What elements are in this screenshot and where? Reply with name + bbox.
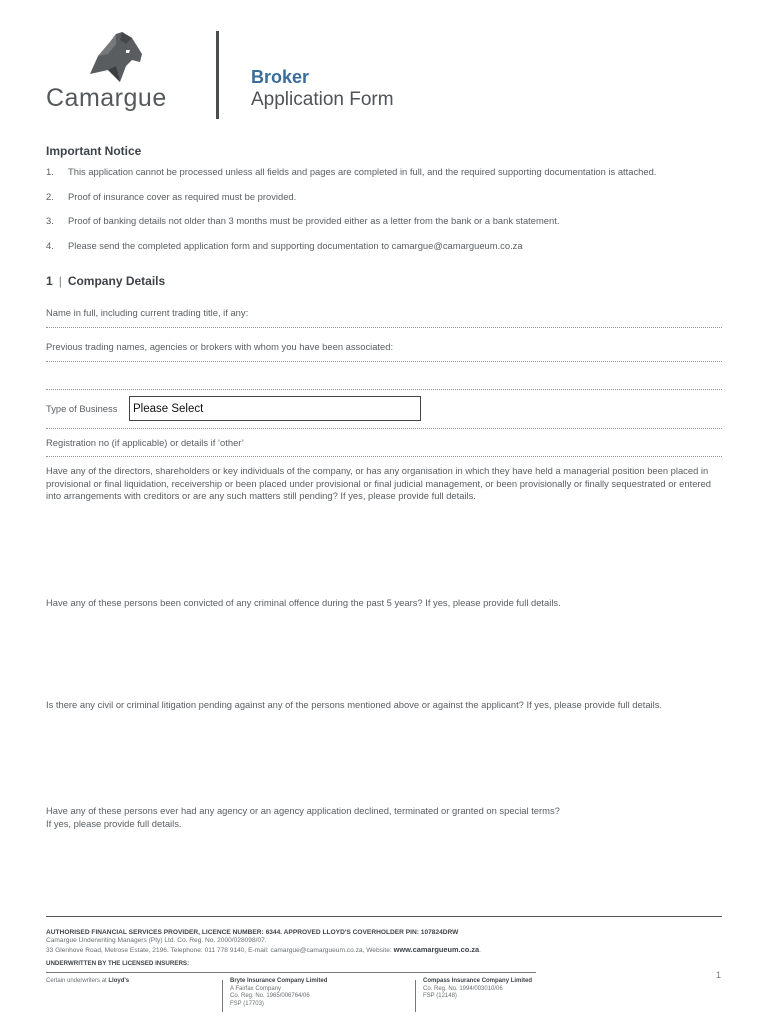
agency-answer-area[interactable] <box>46 832 722 912</box>
notice-list <box>46 166 736 264</box>
notice-item-text: This application cannot be processed unless all fields and pages are completed in full, and the required supporting documentation is attached. <box>68 166 657 177</box>
footer-rule <box>46 916 722 917</box>
footer-bryte-line3: FSP (17703) <box>230 1000 264 1007</box>
footer-column-divider <box>415 980 416 1012</box>
notice-item-text: Proof of banking details not older than 3 months must be provided either as a letter from the bank or a bank statement. <box>68 215 560 227</box>
footer-website-link[interactable]: www.camargueum.co.za <box>393 945 480 954</box>
notice-item-number: 3. <box>46 215 54 227</box>
section-separator: | <box>58 274 62 288</box>
notice-item-number: 4. <box>46 239 54 251</box>
footer-lloyds-column <box>46 978 129 986</box>
footer-insurers-rule <box>46 972 536 973</box>
notice-item <box>46 240 736 265</box>
footer-compass-line2: FSP (12148) <box>423 993 457 1000</box>
agency-question-line2: If yes, please provide full details. <box>46 817 182 829</box>
agency-question-line1: Have any of these persons ever had any agency or an agency application declined, terminated or granted on special terms? <box>46 805 560 816</box>
footer-website-suffix: . <box>479 947 481 954</box>
section-number: 1 <box>46 274 53 288</box>
form-title <box>251 66 394 112</box>
previous-names-field-line2[interactable] <box>46 389 722 390</box>
form-title-line2: Application Form <box>251 89 394 110</box>
notice-item <box>46 215 736 240</box>
directors-question: Have any of the directors, shareholders or key individuals of the company, or has any organisation in which they have held a managerial position been placed in provisional or final liquidation, receivership or been placed under provisional or final judicial management, or been provisionally or finally sequestrated or entered into arrangements with creditors or are any such matters still pending? If yes, please provide full details. <box>46 465 711 501</box>
notice-item <box>46 166 736 191</box>
horse-head-logo-icon <box>86 32 144 84</box>
footer-bryte-line2: Co. Reg. No. 1965/006764/06 <box>230 993 310 1000</box>
footer-bryte-column <box>230 978 327 1008</box>
page-number: 1 <box>716 970 722 980</box>
name-in-full-label: Name in full, including current trading title, if any: <box>46 307 249 318</box>
agency-question <box>46 805 726 830</box>
notice-item-number: 1. <box>46 166 54 177</box>
footer-column-divider <box>222 980 223 1012</box>
footer-bryte-title: Bryte Insurance Company Limited <box>230 978 328 984</box>
notice-item <box>46 191 736 216</box>
footer-compass-column <box>423 978 532 1001</box>
footer-address-text: 33 Glenhove Road, Melrose Estate, 2196. Telephone: 011 778 9140, E-mail: camargue@camargueum.co.za, Website: <box>46 947 394 954</box>
section-heading <box>46 274 165 288</box>
name-in-full-field[interactable] <box>46 327 722 328</box>
previous-names-label: Previous trading names, agencies or brokers with whom you have been associated: <box>46 341 394 352</box>
footer-authorised-text: AUTHORISED FINANCIAL SERVICES PROVIDER, LICENCE NUMBER: 6344. APPROVED LLOYD'S COVERHOLDER PIN: 107824DRW <box>46 929 459 936</box>
type-of-business-underline <box>46 428 722 429</box>
notice-heading: Important Notice <box>46 144 142 158</box>
litigation-answer-area[interactable] <box>46 714 722 802</box>
footer-address-line <box>46 945 481 954</box>
litigation-question: Is there any civil or criminal litigation pending against any of the persons mentioned above or against the applicant? If yes, please provide full details. <box>46 699 662 710</box>
footer-lloyds-text: Certain underwriters at <box>46 978 109 984</box>
previous-names-field-line1[interactable] <box>46 361 722 362</box>
footer-compass-title: Compass Insurance Company Limited <box>423 978 533 984</box>
header-divider <box>216 31 219 119</box>
logo-text: Camargue <box>46 84 167 112</box>
notice-item-number: 2. <box>46 190 54 202</box>
notice-item-text: Proof of insurance cover as required must be provided. <box>68 190 297 202</box>
convicted-question: Have any of these persons been convicted of any criminal offence during the past 5 years? If yes, please provide full details. <box>46 597 561 608</box>
footer-company-line: Camargue Underwriting Managers (Pty) Ltd. Co. Reg. No. 2000/028098/07. <box>46 937 267 944</box>
directors-answer-area[interactable] <box>46 506 722 590</box>
type-of-business-label: Type of Business <box>46 403 118 414</box>
convicted-answer-area[interactable] <box>46 612 722 696</box>
footer-lloyds-name: Lloyd's <box>108 978 130 984</box>
footer-bryte-line1: A Fairfax Company <box>230 985 282 992</box>
form-title-line1: Broker <box>251 67 310 87</box>
registration-field[interactable] <box>46 456 722 457</box>
notice-item-text: Please send the completed application form and supporting documentation to camargue@camargueum.co.za <box>68 239 523 251</box>
registration-label: Registration no (if applicable) or details if ‘other’ <box>46 437 244 448</box>
type-of-business-select[interactable]: Please Select <box>129 396 421 421</box>
section-title: Company Details <box>67 274 166 288</box>
footer-underwritten-heading: UNDERWRITTEN BY THE LICENSED INSURERS: <box>46 960 190 967</box>
footer-compass-line1: Co. Reg. No. 1994/003010/06 <box>423 985 503 992</box>
